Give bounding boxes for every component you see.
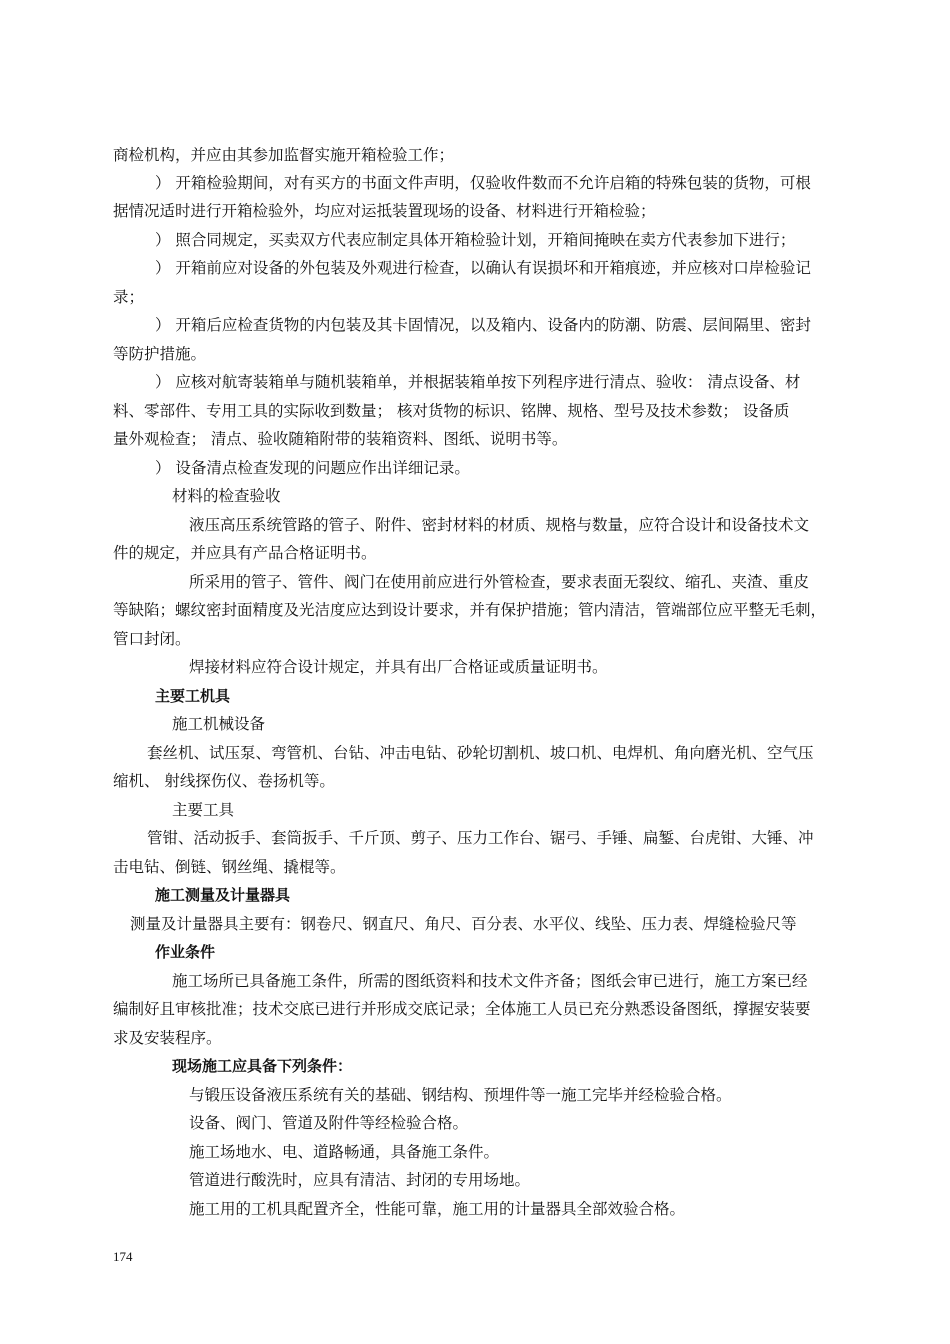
list-item: 与锻压设备液压系统有关的基础、钢结构、预埋件等一施工完毕并经检验合格。 bbox=[189, 1086, 732, 1104]
text-line: ） 设备清点检查发现的问题应作出详细记录。 bbox=[155, 459, 470, 477]
text-line: 等缺陷；螺纹密封面精度及光洁度应达到设计要求，并有保护措施；管内清洁，管端部位应平整无毛刺， bbox=[113, 601, 827, 619]
text-line: ） 开箱后应检查货物的内包装及其卡固情况，以及箱内、设备内的防潮、防震、层间隔里、密封 bbox=[155, 316, 811, 334]
text-line: 管口封闭。 bbox=[113, 630, 191, 648]
section-heading: 施工测量及计量器具 bbox=[155, 886, 291, 904]
text-line: 液压高压系统管路的管子、附件、密封材料的材质、规格与数量，应符合设计和设备技术文 bbox=[189, 516, 810, 534]
list-item: 施工场地水、电、道路畅通，具备施工条件。 bbox=[189, 1143, 500, 1161]
text-line: 施工场所已具备施工条件，所需的图纸资料和技术文件齐备；图纸会审已进行，施工方案已经 bbox=[172, 972, 808, 990]
text-line: 求及安装程序。 bbox=[113, 1029, 222, 1047]
text-line: ） 照合同规定，买卖双方代表应制定具体开箱检验计划，开箱间掩映在卖方代表参加下进行； bbox=[155, 231, 796, 249]
text-line: 击电钻、倒链、钢丝绳、撬棍等。 bbox=[113, 858, 346, 876]
text-line: 等防护措施。 bbox=[113, 345, 207, 363]
section-heading: 主要工具 bbox=[172, 801, 235, 819]
text-line: 据情况适时进行开箱检验外，均应对运抵装置现场的设备、材料进行开箱检验； bbox=[113, 202, 656, 220]
section-heading: 材料的检查验收 bbox=[172, 487, 281, 505]
section-heading: 主要工机具 bbox=[155, 687, 231, 705]
text-line: 管钳、活动扳手、套筒扳手、千斤顶、剪子、压力工作台、锯弓、手锤、扁錾、台虎钳、大锤、冲 bbox=[147, 829, 814, 847]
text-line: 商检机构，并应由其参加监督实施开箱检验工作； bbox=[113, 146, 455, 164]
list-item: 施工用的工机具配置齐全，性能可靠，施工用的计量器具全部效验合格。 bbox=[189, 1200, 686, 1218]
list-item: 设备、阀门、管道及附件等经检验合格。 bbox=[189, 1114, 469, 1132]
list-item: 管道进行酸洗时，应具有清洁、封闭的专用场地。 bbox=[189, 1171, 531, 1189]
section-heading: 施工机械设备 bbox=[172, 715, 266, 733]
text-line: ） 应核对航寄装箱单与随机装箱单，并根据装箱单按下列程序进行清点、验收： 清点设备、材 bbox=[155, 373, 801, 391]
text-line: ） 开箱前应对设备的外包装及外观进行检查，以确认有误损坏和开箱痕迹，并应核对口岸检验记 bbox=[155, 259, 811, 277]
text-line: 焊接材料应符合设计规定，并具有出厂合格证或质量证明书。 bbox=[189, 658, 608, 676]
text-line: 件的规定，并应具有产品合格证明书。 bbox=[113, 544, 377, 562]
page-number: 174 bbox=[113, 1249, 133, 1264]
section-heading: 作业条件 bbox=[155, 943, 216, 961]
text-line: 录； bbox=[113, 288, 145, 306]
text-line: 料、零部件、专用工具的实际收到数量； 核对货物的标识、铭牌、规格、型号及技术参数； 设备质 bbox=[113, 402, 790, 420]
section-heading: 现场施工应具备下列条件： bbox=[172, 1057, 353, 1075]
text-line: 缩机、 射线探伤仪、卷扬机等。 bbox=[113, 772, 335, 790]
text-line: ） 开箱检验期间，对有买方的书面文件声明，仅验收件数而不允许启箱的特殊包装的货物，可根 bbox=[155, 174, 811, 192]
text-line: 所采用的管子、管件、阀门在使用前应进行外管检查，要求表面无裂纹、缩孔、夹渣、重皮 bbox=[189, 573, 810, 591]
text-line: 测量及计量器具主要有：钢卷尺、钢直尺、角尺、百分表、水平仪、线坠、压力表、焊缝检验尺等 bbox=[130, 915, 797, 933]
text-line: 编制好且审核批准；技术交底已进行并形成交底记录；全体施工人员已充分熟悉设备图纸，撑握安装要 bbox=[113, 1000, 811, 1018]
text-line: 量外观检查； 清点、验收随箱附带的装箱资料、图纸、说明书等。 bbox=[113, 430, 568, 448]
text-line: 套丝机、试压泵、弯管机、台钻、冲击电钻、砂轮切割机、坡口机、电焊机、角向磨光机、空气压 bbox=[147, 744, 814, 762]
